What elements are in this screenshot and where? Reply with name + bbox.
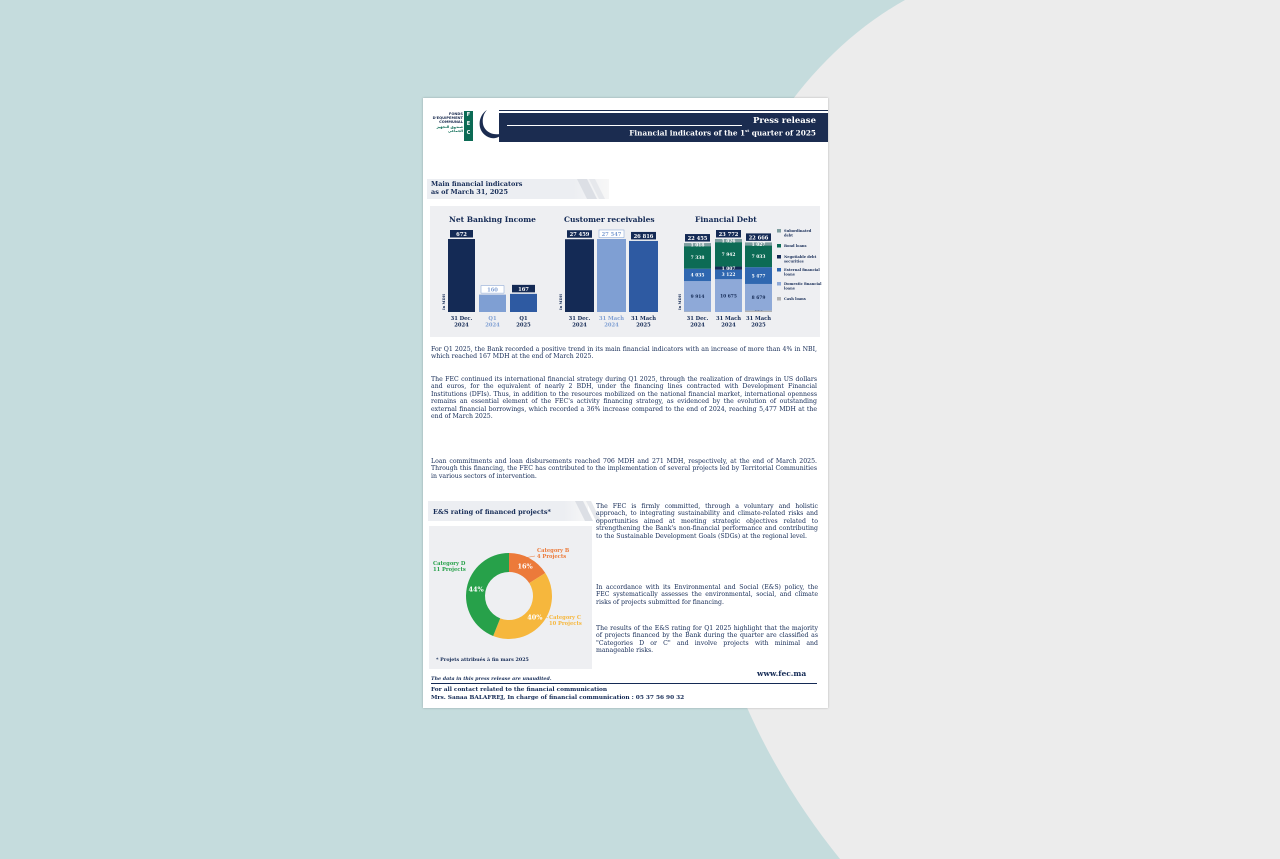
debt-segment-label-5-2: 1 027 [751,242,766,248]
receivables-category-label-2: 31 Mach [630,316,657,322]
nbi-category-label-0: 31 Dec. [450,316,473,322]
debt-category-year-2: 2025 [751,322,766,329]
debt-segment-label-1-0: 9 914 [690,295,705,301]
paragraph-2: The FEC continued its international financial strategy during Q1 2025, through the realization of drawings in US dollars and euros, for the equivalent of nearly 2 BDH, under the financing lines contracted with Development Financial Institutions (DFIs). Thus, in addition to the resources mobilized on the national financial market, international openness remains an essential element of the FEC's activity financing strategy, as evidenced by the evolution of outstanding external financial borrowings, which recorded a 36% increase compared to the end of 2024, reaching 5,477 MDH at the end of March 2025. [431,376,817,421]
receivables-bar-1 [597,239,626,312]
es-donut-chart [429,526,592,669]
nbi-category-label-1: Q1 [488,316,497,322]
nbi-bar-1 [479,295,506,312]
donut-projects-label-0: 4 Projects [537,554,567,560]
donut-projects-label-1: 10 Projects [549,621,582,627]
debt-segment-label-1-2: 8 679 [751,296,766,302]
debt-legend-swatch-2 [777,255,781,259]
donut-percent-label-1: 40% [527,613,543,622]
receivables-value-label-1: 27 547 [601,232,622,238]
debt-segment-label-5-1: 1 026 [721,239,736,245]
receivables-chart-title: Customer receivables [564,215,655,224]
debt-category-label-1: 31 Mach [715,316,742,322]
debt-category-label-2: 31 Mach [745,316,772,322]
nbi-category-year-0: 2024 [454,322,469,329]
nbi-chart-title: Net Banking Income [449,215,536,224]
es-section-title: E&S rating of financed projects* [433,508,551,516]
nbi-value-label-2: 167 [518,286,529,293]
donut-category-label-1: Category C [549,615,581,621]
nbi-unit-label: In MDH [442,293,446,310]
debt-legend-label-4-0: Domestic financial [784,282,822,286]
debt-segment-label-4-2: 7 033 [751,255,766,261]
receivables-category-year-0: 2024 [572,322,587,329]
right-paragraph-1: The FEC is firmly committed, through a voluntary and holistic approach, to integrating sustainability and climate-related risks and opportunities aimed at meeting strategic objectives related to strengthening the Bank's non-financial performance and contributing to the Sustainable Development Goals (SDGs) at the regional level. [596,503,818,540]
nbi-category-year-1: 2024 [485,322,500,329]
debt-segment-label-2-1: 3 122 [721,273,736,279]
logo-fec-block: F E C [464,111,473,141]
donut-category-label-0: Category B [537,548,570,554]
debt-segment-label-1-1: 10 675 [720,294,737,300]
contact-line: Mrs. Sanaa BALAFREJ, In charge of financial communication : 05 37 56 90 32 [431,695,685,701]
logo-text: FONDS D'EQUIPEMENT COMMUNAL صندوق التجهيز الجماعي [432,112,463,133]
donut-percent-label-0: 16% [517,562,533,571]
unaudited-note: The data in this press release are unaudited. [431,676,552,682]
footer-rule [431,683,817,684]
debt-segment-label-4-0: 7 338 [690,256,705,262]
donut-slice-1 [493,573,552,639]
right-paragraph-2: In accordance with its Environmental and Social (E&S) policy, the FEC systematically assesses the environmental, social, and climate risks of projects submitted for financing. [596,584,818,606]
receivables-category-label-0: 31 Dec. [568,316,591,322]
contact-title: For all contact related to the financial communication [431,687,608,693]
debt-total-label-2: 22 666 [748,235,769,242]
es-footnote: * Projets attribués à fin mars 2025 [436,657,529,663]
debt-category-year-0: 2024 [690,322,705,329]
debt-segment-label-2-0: 4 035 [690,273,705,279]
debt-legend-swatch-0 [777,229,781,233]
debt-legend-label-5-0: Cash loans [784,297,806,301]
nbi-value-label-0: 672 [456,232,467,238]
receivables-category-year-1: 2024 [604,322,619,329]
section-title: Main financial indicators as of March 31, 2025 [431,180,523,196]
website-link[interactable]: www.fec.ma [757,669,807,678]
debt-legend-label-0-1: debt [784,233,793,238]
donut-category-label-2: Category D [433,561,466,567]
debt-legend-label-2-0: Negotiable debt [784,255,817,259]
debt-segment-label-4-1: 7 942 [721,253,736,259]
debt-segment-label-5-0: 1 018 [690,243,705,249]
debt-total-label-1: 23 772 [718,232,739,238]
debt-legend-label-3-1: loans [784,272,795,277]
nbi-category-year-2: 2025 [516,322,531,329]
debt-total-label-0: 22 455 [687,236,708,243]
paragraph-1: For Q1 2025, the Bank recorded a positive trend in its main financial indicators with an increase of more than 4% in NBI, which reached 167 MDH at the end of March 2025. [431,346,817,361]
debt-legend-label-2-1: securities [784,259,804,264]
press-release-document [423,98,828,708]
debt-legend-swatch-3 [777,268,781,272]
debt-category-label-0: 31 Dec. [686,316,709,322]
debt-segment-label-2-2: 5 477 [751,274,766,280]
debt-legend-swatch-1 [777,244,781,248]
nbi-bar-0 [448,239,475,312]
donut-projects-label-2: 11 Projects [433,567,466,573]
debt-unit-label: In MDH [678,293,682,310]
receivables-unit-label: In MDH [559,293,563,310]
donut-percent-label-2: 44% [468,585,484,594]
debt-legend-swatch-4 [777,282,781,286]
receivables-value-label-2: 26 816 [633,233,654,240]
debt-legend-label-4-1: loans [784,286,795,291]
receivables-bar-0 [565,239,594,312]
nbi-bar-2 [510,294,537,312]
nbi-category-label-2: Q1 [519,316,528,322]
debt-segment-label-3-1: 1 007 [721,266,736,272]
nbi-value-label-1: 160 [487,287,498,294]
receivables-bar-2 [629,241,658,312]
paragraph-3: Loan commitments and loan disbursements reached 706 MDH and 271 MDH, respectively, at the end of March 2025. Through this financing, the FEC has contributed to the implementation of several projects led by Territorial Communities in various sectors of intervention. [431,458,817,480]
right-paragraph-3: The results of the E&S rating for Q1 2025 highlight that the majority of projects financed by the Bank during the quarter are classified as "Categories D or C" and involve projects with minimal and manageable risks. [596,625,818,655]
debt-legend-label-0-0: Subordinated [784,229,812,233]
debt-chart-title: Financial Debt [695,215,757,224]
receivables-category-year-2: 2025 [636,322,651,329]
receivables-value-label-0: 27 459 [569,232,590,239]
indicator-charts [423,98,828,338]
receivables-category-label-1: 31 Mach [598,316,625,322]
header-subtitle: Financial indicators of the 1st quarter of 2025 [629,128,816,138]
debt-legend-label-1-0: Bond loans [784,244,807,248]
debt-legend-label-3-0: External financial [784,268,820,272]
press-release-label: Press release [752,116,816,126]
debt-category-year-1: 2024 [721,322,736,329]
debt-legend-swatch-5 [777,297,781,301]
